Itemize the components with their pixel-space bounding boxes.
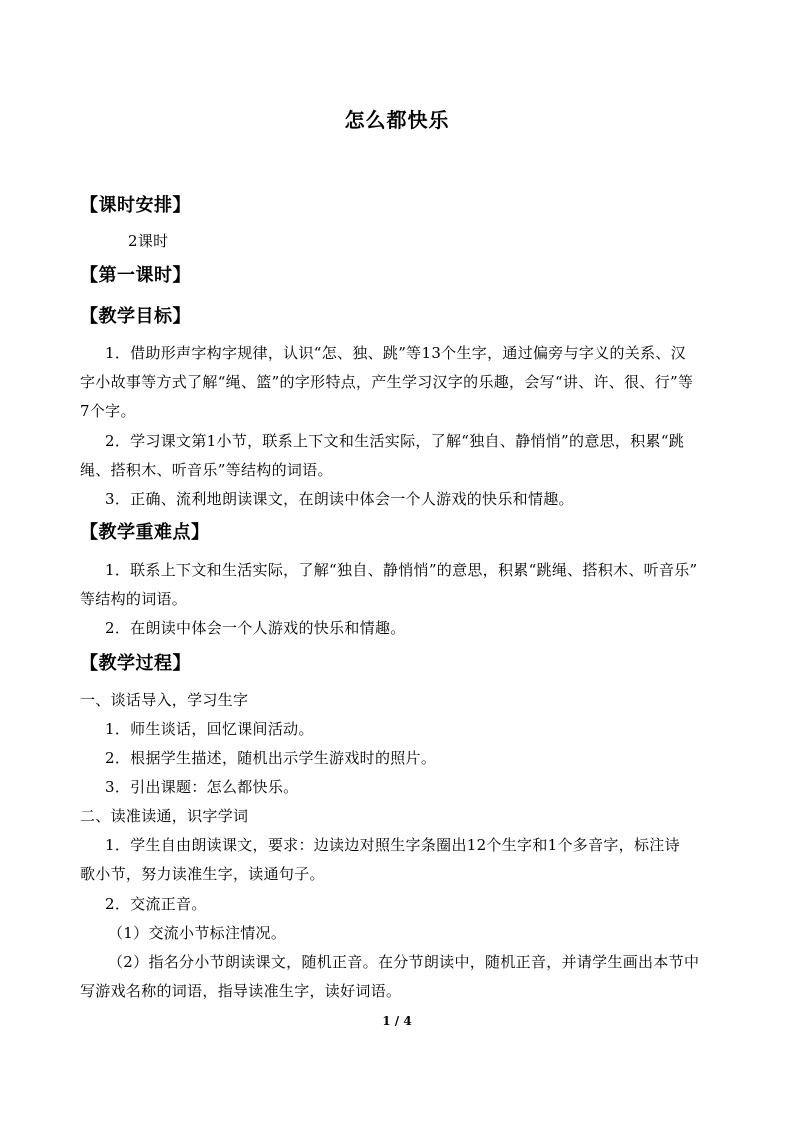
process-section-2-title: 二、读准读通，识字学词 [80,807,249,825]
process-section-1-item-2: 2．根据学生描述，随机出示学生游戏时的照片。 [105,749,437,767]
process-section-2-sub-1: （1）交流小节标注情况。 [108,924,287,942]
process-section-2-sub-2-line-2: 写游戏名称的词语，指导读准生字，读好词语。 [80,982,402,1000]
objective-1-line-1: 1．借助形声字构字规律，认识“怎、独、跳”等13个生字，通过偏旁与字义的关系、汉 [105,344,686,362]
objective-1-line-2: 字小故事等方式了解“绳、篮”的字形特点，产生学习汉字的乐趣，会写“讲、许、很、行”等 [80,373,694,391]
schedule-text: 2课时 [128,232,169,250]
process-section-1-item-1: 1．师生谈话，回忆课间活动。 [105,720,314,738]
process-section-2-sub-2-line-1: （2）指名分小节朗读课文，随机正音。在分节朗读中，随机正音，并请学生画出本节中 [108,953,700,971]
page-number: 1 / 4 [382,1014,412,1028]
heading-schedule: 【课时安排】 [80,195,191,216]
objective-1-line-3: 7个字。 [80,402,136,420]
process-section-1-title: 一、谈话导入，学习生字 [80,691,249,709]
process-section-2-item-1-line-2: 歌小节，努力读准生字，读通句子。 [80,865,325,883]
process-section-2-item-1-line-1: 1．学生自由朗读课文，要求：边读边对照生字条圈出12个生字和1个多音字，标注诗 [105,836,680,854]
process-section-2-item-2: 2．交流正音。 [105,895,207,913]
heading-first-lesson: 【第一课时】 [80,265,191,286]
key-point-1-line-1: 1．联系上下文和生活实际，了解“独自、静悄悄”的意思，积累“跳绳、搭积木、听音乐” [105,561,698,579]
key-point-1-line-2: 等结构的词语。 [80,590,188,608]
objective-2-line-2: 绳、搭积木、听音乐”等结构的词语。 [80,461,333,479]
heading-process: 【教学过程】 [80,653,191,674]
document-title: 怎么都快乐 [344,108,450,132]
key-point-2-line-1: 2．在朗读中体会一个人游戏的快乐和情趣。 [105,619,406,637]
heading-key-points: 【教学重难点】 [80,522,210,543]
objective-3-line-1: 3．正确、流利地朗读课文，在朗读中体会一个人游戏的快乐和情趣。 [105,490,574,508]
process-section-1-item-3: 3．引出课题：怎么都快乐。 [105,778,299,796]
heading-objectives: 【教学目标】 [80,306,191,327]
objective-2-line-1: 2．学习课文第1小节，联系上下文和生活实际，了解“独自、静悄悄”的意思，积累“跳 [105,432,685,450]
